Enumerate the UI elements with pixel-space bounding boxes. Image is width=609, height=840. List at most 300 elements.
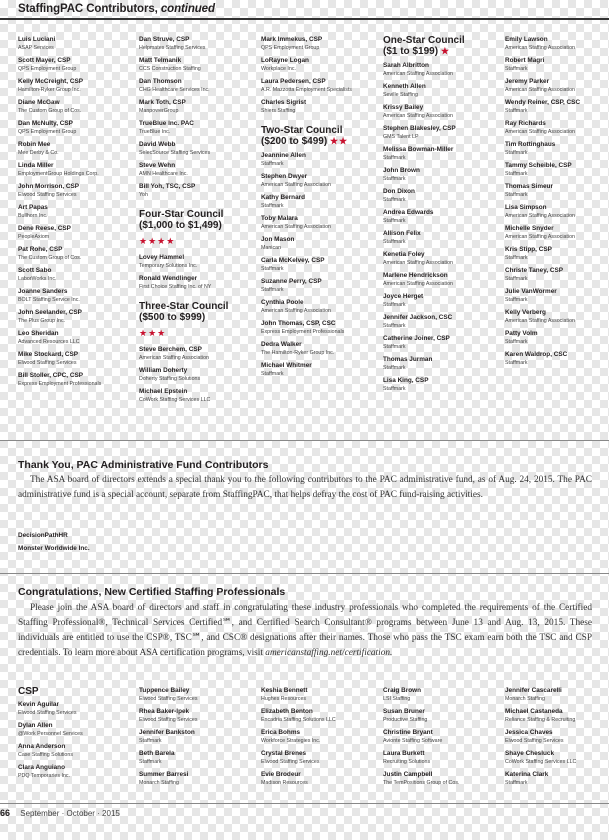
contributor-entry (505, 203, 609, 221)
contributor-company: Workplace Inc. (261, 66, 296, 72)
contributor-name: Anna Anderson (18, 743, 66, 750)
contributor-entry (505, 707, 609, 725)
page-header (18, 3, 215, 15)
contributor-entry (18, 77, 136, 95)
contributor-company: Staffmark (139, 759, 162, 765)
contributor-company: CCS Construction Staffing (139, 66, 201, 72)
contributor-company: American Staffing Association (505, 213, 575, 219)
csp-col-1 (18, 700, 136, 784)
contributor-company: Workforce Strategies Inc. (261, 738, 321, 744)
contributor-entry (505, 35, 609, 53)
contributor-company: Express Employment Professionals (18, 381, 102, 387)
four-star-heading (139, 209, 257, 249)
contributor-name: Bill Yoh, TSC, CSP (139, 183, 196, 190)
section-divider-1 (0, 440, 609, 441)
header-title-italic: continued (160, 3, 215, 15)
contributor-entry (18, 287, 136, 305)
contributor-entry (261, 77, 379, 95)
contributor-entry (18, 763, 136, 781)
congrats-body (18, 601, 592, 661)
contributor-name: Wendy Reiner, CSP, CSC (505, 99, 581, 106)
contributor-company: Monarch Staffing (139, 780, 179, 786)
contributor-name: Pat Rohe, CSP (18, 246, 63, 253)
contributor-name: Joyce Herget (383, 293, 424, 300)
contributor-name: Kevin Aguilar (18, 701, 59, 708)
contributor-name: Luis Luciani (18, 36, 56, 43)
contributor-entry (261, 235, 379, 253)
contributor-company: Encadria Staffing Solutions LLC (261, 717, 336, 723)
contributor-entry (383, 313, 501, 331)
contributor-name: Art Papas (18, 204, 48, 211)
csp-col-5 (505, 686, 609, 791)
contributor-name: Christine Bryant (383, 729, 433, 736)
contributor-name: Steve Berchem, CSP (139, 346, 202, 353)
contributor-name: Susan Bruner (383, 708, 425, 715)
contributor-name: Jennifer Cascarelli (505, 687, 562, 694)
contributor-entry (139, 35, 257, 53)
contributor-company: American Staffing Association (261, 308, 331, 314)
contributor-company: American Staffing Association (505, 234, 575, 240)
contributor-name: Mike Stockard, CSP (18, 351, 79, 358)
contributor-company: The TemPositions Group of Cos. (383, 780, 460, 786)
contributor-company: American Staffing Association (261, 224, 331, 230)
contributor-name: Jon Mason (261, 236, 295, 243)
contributor-entry (139, 686, 257, 704)
contributor-company: The Custom Group of Cos. (18, 255, 82, 261)
contributor-company: Express Employment Professionals (261, 329, 345, 335)
contributor-name: Thomas Simeur (505, 183, 553, 190)
contributor-name: Ray Richards (505, 120, 546, 127)
contributors-col-4 (383, 35, 501, 397)
contributor-company: Staffmark (505, 339, 528, 345)
contributor-entry (18, 350, 136, 368)
contributor-name: Matt Telmanik (139, 57, 182, 64)
two-star-range-line (261, 136, 379, 147)
three-star-title: Three-Star Council (139, 301, 229, 312)
contributor-entry (139, 366, 257, 384)
contributor-company: Elwood Staffing Services (505, 738, 564, 744)
contributor-entry (139, 728, 257, 746)
contributor-name: Kenneth Allen (383, 83, 426, 90)
contributor-name: Jennifer Bankston (139, 729, 195, 736)
contributor-entry (505, 350, 609, 368)
csp-heading: CSP (18, 686, 39, 697)
contributor-name: Mark Toth, CSP (139, 99, 186, 106)
contributor-entry (261, 256, 379, 274)
contributor-company: Staffmark (261, 287, 284, 293)
contributor-name: Lisa Simpson (505, 204, 547, 211)
contributor-entry (383, 376, 501, 394)
contributor-company: Staffmark (383, 197, 406, 203)
contributor-entry (18, 224, 136, 242)
contributor-entry (505, 329, 609, 347)
one-star-range-line (383, 46, 501, 57)
contributor-entry (261, 172, 379, 190)
contributor-company: Staffmark (505, 66, 528, 72)
thanks-title: Thank You, PAC Administrative Fund Contributors (18, 459, 269, 471)
contributor-name: Krissy Bailey (383, 104, 424, 111)
contributor-name: Joanne Sanders (18, 288, 68, 295)
contributor-entry (139, 707, 257, 725)
contributor-entry (261, 193, 379, 211)
contributor-entry (139, 770, 257, 788)
contributor-entry (383, 61, 501, 79)
contributor-name: Andrea Edwards (383, 209, 434, 216)
contributor-name: Tim Rottinghaus (505, 141, 556, 148)
contributor-entry (18, 119, 136, 137)
contributor-entry (505, 266, 609, 284)
contributor-name: Christe Taney, CSP (505, 267, 564, 274)
contributor-entry (383, 82, 501, 100)
contributor-entry (18, 721, 136, 739)
contributor-company: Staffmark (383, 302, 406, 308)
contributor-name: Suzanne Perry, CSP (261, 278, 322, 285)
contributor-entry (383, 187, 501, 205)
csp-col-4 (383, 686, 501, 791)
contributor-entry (383, 749, 501, 767)
contributor-entry (505, 287, 609, 305)
contributor-name: Linda Miller (18, 162, 54, 169)
contributor-entry (139, 749, 257, 767)
contributor-company: Temporary Solutions Inc. (139, 263, 198, 269)
contributor-company: Case Staffing Solutions (18, 752, 73, 758)
contributor-name: Emily Lawson (505, 36, 548, 43)
contributor-entry (383, 292, 501, 310)
contributor-name: Dan Struve, CSP (139, 36, 190, 43)
contributor-entry (505, 77, 609, 95)
contributor-name: Bill Stoller, CPC, CSP (18, 372, 83, 379)
contributor-name: Ronald Wendlinger (139, 275, 198, 282)
contributor-entry (18, 98, 136, 116)
contributor-name: John Seelander, CSP (18, 309, 82, 316)
one-star-icon: ★ (440, 46, 450, 56)
contributor-name: Toby Malara (261, 215, 298, 222)
contributor-entry (505, 245, 609, 263)
contributor-entry (18, 35, 136, 53)
contributor-company: Reliance Staffing & Recruiting (505, 717, 576, 723)
contributor-entry (383, 103, 501, 121)
contributor-company: The Hamilton-Ryker Group Inc. (261, 350, 335, 356)
contributor-name: Beth Barela (139, 750, 175, 757)
contributor-entry (261, 319, 379, 337)
contributor-company: Staffmark (383, 344, 406, 350)
thanks-contributor-2: Monster Worldwide Inc. (18, 545, 90, 552)
contributor-company: ASAP Services (18, 45, 54, 51)
contributor-name: Melissa Bowman-Miller (383, 146, 454, 153)
contributor-entry (261, 361, 379, 379)
contributor-entry (505, 728, 609, 746)
contributor-company: Staffmark (505, 780, 528, 786)
contributor-entry (139, 56, 257, 74)
contributor-company: Helpmates Staffing Services (139, 45, 206, 51)
contributor-entry (261, 749, 379, 767)
contributor-company: American Staffing Association (383, 281, 453, 287)
contributor-name: Thomas Jurman (383, 356, 433, 363)
contributor-company: Hughes Resources (261, 696, 307, 702)
contributor-company: GMS Talent LP (383, 134, 419, 140)
contributor-name: Crystal Brenes (261, 750, 307, 757)
contributor-entry (505, 182, 609, 200)
contributor-name: Scott Sabo (18, 267, 52, 274)
contributor-name: Lovey Hammel (139, 254, 185, 261)
contributor-company: Staffmark (505, 255, 528, 261)
contributor-name: Erica Bohms (261, 729, 301, 736)
contributor-name: Robert Magri (505, 57, 545, 64)
contributor-entry (139, 253, 257, 271)
contributor-name: Michael Whitmer (261, 362, 312, 369)
contributor-company: Staffmark (261, 161, 284, 167)
contributor-company: Staffmark (383, 323, 406, 329)
csp-col-2 (139, 686, 257, 791)
contributor-company: Staffmark (139, 738, 162, 744)
contributor-entry (18, 245, 136, 263)
header-title: StaffingPAC Contributors, (18, 3, 158, 15)
contributor-name: Sarah Albritton (383, 62, 429, 69)
contributor-name: Laura Pedersen, CSP (261, 78, 326, 85)
contributor-company: Elwood Staffing Services (18, 360, 77, 366)
contributor-company: Madison Resources (261, 780, 308, 786)
contributors-col-3 (261, 35, 379, 382)
contributor-name: Jennifer Jackson, CSC (383, 314, 453, 321)
contributor-name: Michael Epstein (139, 388, 188, 395)
contributor-company: Elwood Staffing Services (261, 759, 320, 765)
contributor-entry (383, 334, 501, 352)
contributor-entry (505, 749, 609, 767)
contributor-name: Jeremy Parker (505, 78, 550, 85)
contributor-company: Shiers Staffing (261, 108, 296, 114)
contributor-name: Cynthia Poole (261, 299, 304, 306)
contributors-col-5 (505, 35, 609, 371)
two-star-heading (261, 125, 379, 147)
contributor-name: Tammy Scheible, CSP (505, 162, 572, 169)
contributor-name: Dan McNulty, CSP (18, 120, 73, 127)
csp-col-3 (261, 686, 379, 791)
contributor-name: Kris Stipp, CSP (505, 246, 552, 253)
contributor-name: Clara Anguiano (18, 764, 65, 771)
contributor-name: Elizabeth Benton (261, 708, 313, 715)
three-star-heading (139, 301, 257, 341)
contributor-entry (383, 707, 501, 725)
contributor-company: American Staffing Association (383, 260, 453, 266)
contributor-name: Jessica Chaves (505, 729, 553, 736)
three-star-icon: ★★★ (139, 328, 167, 338)
contributor-company: Staffmark (261, 203, 284, 209)
congrats-title: Congratulations, New Certified Staffing Professionals (18, 586, 286, 598)
contributor-name: Tuppence Bailey (139, 687, 190, 694)
contributor-company: American Staffing Association (505, 129, 575, 135)
contributor-company: Staffmark (505, 276, 528, 282)
contributor-entry (261, 298, 379, 316)
contributor-company: AMN Healthcare Inc. (139, 171, 188, 177)
contributor-entry (139, 98, 257, 116)
contributor-entry (383, 124, 501, 142)
contributor-entry (383, 166, 501, 184)
contributor-name: Robin Mee (18, 141, 51, 148)
contributor-name: John Morrison, CSP (18, 183, 80, 190)
contributor-company: PDQ Temporaries Inc. (18, 773, 71, 779)
contributor-entry (261, 686, 379, 704)
contributor-entry (383, 355, 501, 373)
contributor-entry (18, 329, 136, 347)
contributor-entry (505, 161, 609, 179)
contributor-entry (139, 140, 257, 158)
contributor-company: Staffmark (383, 155, 406, 161)
contributor-name: Diane McGaw (18, 99, 60, 106)
two-star-range: ($200 to $499) (261, 136, 328, 147)
contributor-company: Elwood Staffing Services (139, 717, 198, 723)
contributor-company: Elwood Staffing Services (18, 192, 77, 198)
contributor-company: PeopleAxiom (18, 234, 50, 240)
contributor-entry (261, 707, 379, 725)
contributor-entry (261, 277, 379, 295)
contributor-name: Charles Sigrist (261, 99, 307, 106)
contributor-entry (505, 224, 609, 242)
contributor-entry (18, 266, 136, 284)
issue-date: September · October · 2015 (20, 809, 120, 818)
contributor-company: @Work Personnel Services (18, 731, 83, 737)
contributor-company: Advanced Resources LLC (18, 339, 80, 345)
contributor-name: John Thomas, CSP, CSC (261, 320, 336, 327)
contributor-name: Dan Thomson (139, 78, 182, 85)
three-star-range: ($500 to $999) (139, 312, 206, 323)
contributor-name: Michael Castaneda (505, 708, 563, 715)
contributor-company: Yoh (139, 192, 148, 198)
contributor-company: Seville Staffing (383, 92, 418, 98)
contributor-name: Kathy Bernard (261, 194, 306, 201)
contributor-entry (139, 387, 257, 405)
contributor-name: Kelly McCreight, CSP (18, 78, 83, 85)
contributor-company: CoWork Staffing Services LLC (139, 397, 211, 403)
contributor-entry (383, 229, 501, 247)
four-star-icon: ★★★★ (139, 236, 176, 246)
contributor-name: Shaye Chesluck (505, 750, 555, 757)
contributor-name: John Brown (383, 167, 420, 174)
contributor-company: Monarch Staffing (505, 696, 545, 702)
contributor-company: Staffmark (383, 365, 406, 371)
contributor-company: Mee Derby & Co. (18, 150, 59, 156)
contributor-entry (383, 208, 501, 226)
one-star-heading (383, 35, 501, 57)
contributor-company: Staffmark (261, 266, 284, 272)
contributor-entry (261, 56, 379, 74)
contributor-entry (261, 770, 379, 788)
contributor-company: Elwood Staffing Services (18, 710, 77, 716)
contributor-entry (505, 770, 609, 788)
contributor-entry (18, 140, 136, 158)
contributor-name: Allison Felix (383, 230, 421, 237)
contributor-name: Kenetia Foley (383, 251, 425, 258)
contributor-name: Steve Wehn (139, 162, 176, 169)
contributor-company: First Choice Staffing Inc. of NY (139, 284, 212, 290)
contributor-name: Carla McKelvey, CSP (261, 257, 325, 264)
contributor-company: Staffmark (383, 386, 406, 392)
contributors-col-1 (18, 35, 136, 392)
contributors-col-2 (139, 35, 257, 408)
contributor-entry (139, 77, 257, 95)
contributor-company: American Staffing Association (261, 182, 331, 188)
contributor-company: QPS Employment Group (18, 129, 77, 135)
congrats-body-text: Please join the ASA board of directors and staff in congratulating these industry professionals who completed the requirements of the Certified Staffing Professional®, Technical Services Certified℠, and Certified Search Consultant® programs between June 13 and Aug. 13, 2015. These individuals are entitled to use the CSP®, TSC℠, and CSC® designations after their names. Those who pass the TSC exam earn both the TSC and CSP credentials. To learn more about ASA certification programs, visit (18, 603, 592, 658)
contributor-company: Recruiting Solutions (383, 759, 431, 765)
contributor-company: BOLT Staffing Service Inc. (18, 297, 80, 303)
one-star-range: ($1 to $199) (383, 46, 439, 57)
one-star-title: One-Star Council (383, 35, 465, 46)
contributor-name: Dene Reese, CSP (18, 225, 71, 232)
contributor-entry (18, 742, 136, 760)
contributor-company: Avionte Staffing Software (383, 738, 443, 744)
contributor-company: QPS Employment Group (18, 66, 77, 72)
two-star-icon: ★★ (329, 136, 349, 146)
contributor-company: American Staffing Association (505, 318, 575, 324)
contributor-company: The Custom Group of Cos. (18, 108, 82, 114)
contributor-company: LSI Staffing (383, 696, 411, 702)
contributor-company: American Staffing Association (383, 71, 453, 77)
contributor-company: EmploymentGroup Holdings Corp. (18, 171, 99, 177)
contributor-entry (139, 161, 257, 179)
contributor-company: Doherty Staffing Solutions (139, 376, 201, 382)
contributor-company: Productive Staffing (383, 717, 428, 723)
contributor-name: Leo Sheridan (18, 330, 59, 337)
contributor-entry (383, 770, 501, 788)
contributor-company: SelecSource Staffing Services (139, 150, 211, 156)
contributor-entry (18, 700, 136, 718)
certification-link[interactable]: americanstaffing.net/certification. (265, 648, 393, 658)
contributor-name: Scott Mayer, CSP (18, 57, 71, 64)
contributor-name: LoRayne Logan (261, 57, 309, 64)
contributor-company: QPS Employment Group (261, 45, 320, 51)
contributor-entry (261, 728, 379, 746)
contributor-company: American Staffing Association (139, 355, 209, 361)
contributor-company: Staffmark (505, 150, 528, 156)
footer-rule (0, 803, 609, 804)
contributor-company: Staffmark (505, 360, 528, 366)
contributor-name: William Doherty (139, 367, 188, 374)
thanks-body: The ASA board of directors extends a special thank you to the following contributors to the PAC administrative fund, as of Aug. 24, 2015. The PAC administrative fund is a special account, separate from StaffingPAC, that helps defray the cost of PAC fund-raising activities. (18, 475, 592, 500)
contributor-name: Michelle Snyder (505, 225, 554, 232)
contributor-name: Julie VanWormer (505, 288, 557, 295)
contributor-entry (505, 119, 609, 137)
page-number: 66 (0, 808, 11, 818)
contributor-entry (18, 371, 136, 389)
contributor-entry (261, 35, 379, 53)
contributor-company: CoWork Staffing Services LLC (505, 759, 577, 765)
contributor-name: Lisa King, CSP (383, 377, 429, 384)
contributor-name: Jeannine Allen (261, 152, 306, 159)
contributor-company: TrueBlue Inc. (139, 129, 171, 135)
contributor-entry (18, 308, 136, 326)
contributor-entry (139, 274, 257, 292)
contributor-entry (383, 271, 501, 289)
thanks-contributor-1: DecisionPathHR (18, 532, 68, 539)
contributor-name: Patty Volm (505, 330, 538, 337)
contributor-entry (383, 686, 501, 704)
contributor-entry (505, 308, 609, 326)
contributor-entry (383, 728, 501, 746)
contributor-name: Rhea Baker-Ipek (139, 708, 190, 715)
contributor-company: Manican (261, 245, 282, 251)
section-divider-2 (0, 573, 609, 574)
contributor-company: Bullhorn Inc. (18, 213, 48, 219)
contributor-name: Don Dixon (383, 188, 415, 195)
contributor-entry (505, 686, 609, 704)
contributor-entry (261, 340, 379, 358)
contributor-entry (18, 56, 136, 74)
page-footer (0, 808, 120, 818)
contributor-company: Hamilton-Ryker Group Inc. (18, 87, 81, 93)
contributor-name: Marlene Hendrickson (383, 272, 448, 279)
contributor-entry (18, 182, 136, 200)
contributor-entry (383, 250, 501, 268)
